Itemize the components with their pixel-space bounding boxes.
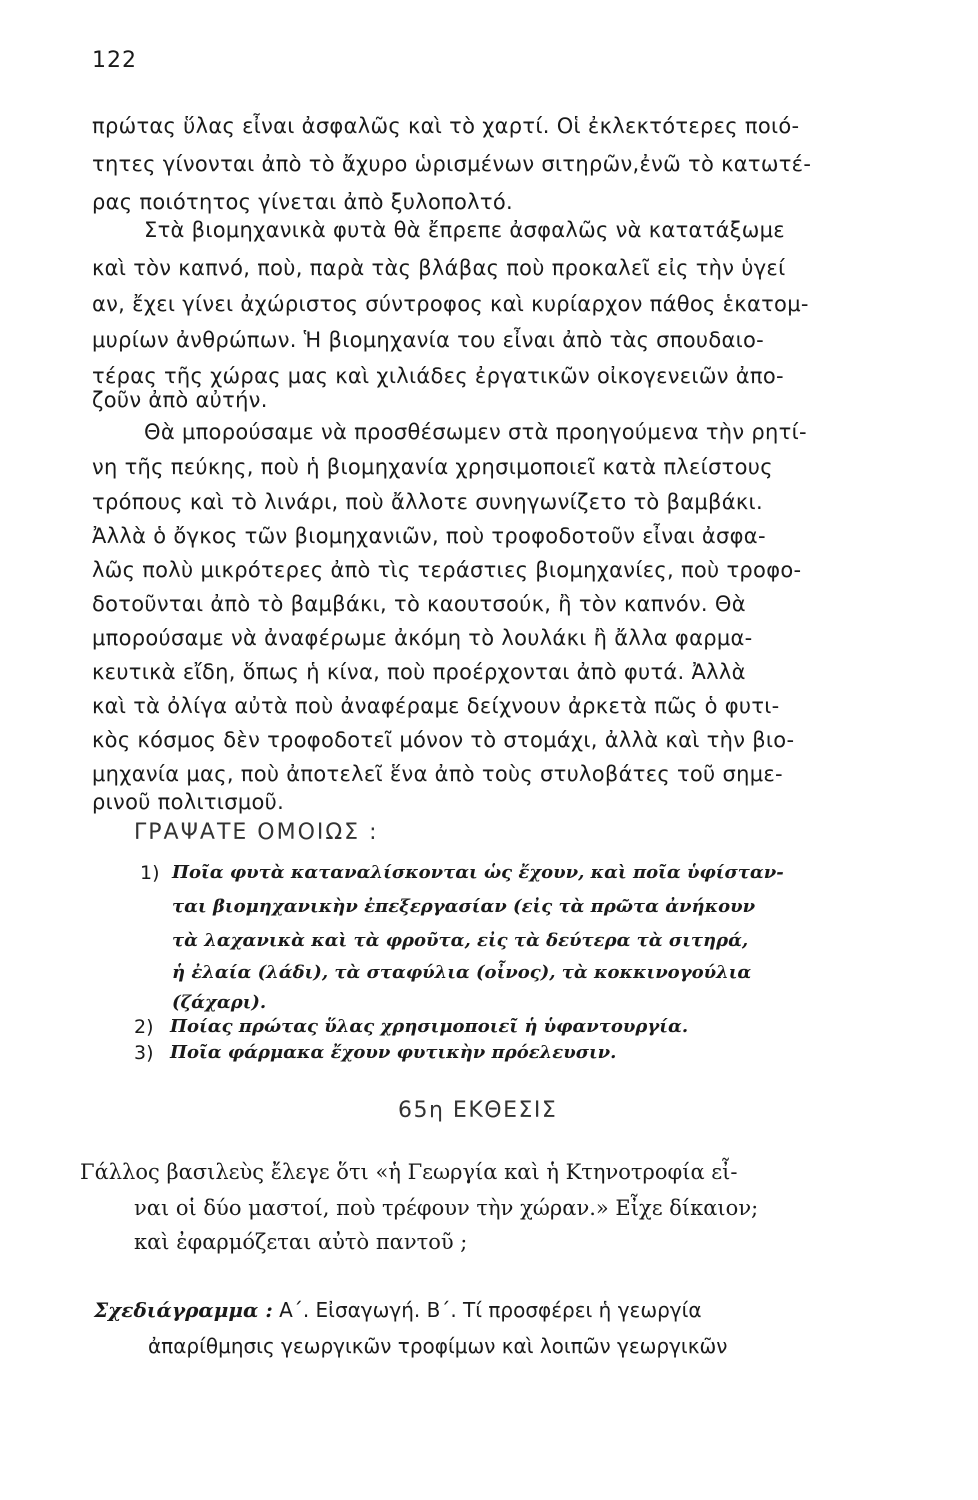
body-line: Θὰ μπορούσαμε νὰ προσθέσωμεν στὰ προηγούμενα τὴν ρητί- [144,420,807,444]
page-number: 122 [92,48,137,73]
body-line: ρας ποιότητος γίνεται ἀπὸ ξυλοπολτό. [92,190,513,214]
body-line: καὶ τὸν καπνό, ποὺ, παρὰ τὰς βλάβας ποὺ προκαλεῖ εἰς τὴν ὑγεί [92,256,786,280]
body-line: κευτικὰ εἴδη, ὅπως ἡ κίνα, ποὺ προέρχονται ἀπὸ φυτά. Ἀλλὰ [92,660,746,684]
question-line: τὰ λαχανικὰ καὶ τὰ φροῦτα, εἰς τὰ δεύτερα τὰ σιτηρά, [172,930,749,951]
body-line: Ἀλλὰ ὁ ὄγκος τῶν βιομηχανιῶν, ποὺ τροφοδοτοῦν εἶναι ἀσφα- [92,524,766,548]
outline-label: Σχεδιάγραμμα : [94,1298,273,1322]
question-line: (ζάχαρι). [172,992,267,1013]
question-line: ἡ ἐλαία (λάδι), τὰ σταφύλια (οἶνος), τὰ κοκκινογούλια [172,962,752,983]
body-line: τητες γίνονται ἀπὸ τὸ ἄχυρο ὡρισμένων σιτηρῶν,ἐνῶ τὸ κατωτέ- [92,152,812,176]
body-line: καὶ τὰ ὀλίγα αὐτὰ ποὺ ἀναφέραμε δείχνουν ἀρκετὰ πῶς ὁ φυτι- [92,694,780,718]
body-line: τρόπους καὶ τὸ λινάρι, ποὺ ἄλλοτε συνηγωνίζετο τὸ βαμβάκι. [92,490,763,514]
body-line: αν, ἔχει γίνει ἀχώριστος σύντροφος καὶ κυρίαρχον πάθος ἑκατομ- [92,292,809,316]
body-line: κὸς κόσμος δὲν τροφοδοτεῖ μόνον τὸ στομάχι, ἀλλὰ καὶ τὴν βιο- [92,728,795,752]
question-line: Ποῖα φάρμακα ἔχουν φυτικὴν πρόελευσιν. [170,1042,617,1063]
body-line: μυρίων ἀνθρώπων. Ἡ βιομηχανία του εἶναι ἀπὸ τὰς σπουδαιο- [92,328,765,352]
question-line: ται βιομηχανικὴν ἐπεξεργασίαν (εἰς τὰ πρῶτα ἀνήκουν [172,896,756,917]
question-number: 3) [134,1042,154,1064]
essay-heading: 65η ΕΚΘΕΣΙΣ [398,1098,558,1123]
topic-line: ναι οἱ δύο μαστοί, ποὺ τρέφουν τὴν χώραν.» Εἶχε δίκαιον; [134,1196,759,1220]
body-line: ζοῦν ἀπὸ αὐτήν. [92,388,268,412]
body-line: Στὰ βιομηχανικὰ φυτὰ θὰ ἔπρεπε ἀσφαλῶς νὰ κατατάξωμε [144,218,785,242]
body-line: λῶς πολὺ μικρότερες ἀπὸ τὶς τεράστιες βιομηχανίες, ποὺ τροφο- [92,558,802,582]
body-line: μηχανία μας, ποὺ ἀποτελεῖ ἕνα ἀπὸ τοὺς στυλοβάτες τοῦ σημε- [92,762,783,786]
body-line: ρινοῦ πολιτισμοῦ. [92,790,285,814]
question-number: 1) [140,862,160,884]
topic-line: Γάλλος βασιλεὺς ἔλεγε ὅτι «ἡ Γεωργία καὶ ἡ Κτηνοτροφία εἶ- [80,1160,738,1184]
topic-line: καὶ ἐφαρμόζεται αὐτὸ παντοῦ ; [134,1230,468,1254]
question-line: Ποῖα φυτὰ καταναλίσκονται ὡς ἔχουν, καὶ ποῖα ὑφίσταν- [172,862,784,883]
body-line: μπορούσαμε νὰ ἀναφέρωμε ἀκόμη τὸ λουλάκι ἢ ἄλλα φαρμα- [92,626,753,650]
body-line: τέρας τῆς χώρας μας καὶ χιλιάδες ἐργατικῶν οἰκογενειῶν ἀπο- [92,364,784,388]
outline-line [94,1298,702,1322]
body-line: πρώτας ὕλας εἶναι ἀσφαλῶς καὶ τὸ χαρτί. Οἱ ἐκλεκτότερες ποιό- [92,114,800,138]
outline-text: Α΄. Εἰσαγωγή. Β΄. Τί προσφέρει ἡ γεωργία [279,1298,702,1322]
body-line: δοτοῦνται ἀπὸ τὸ βαμβάκι, τὸ καουτσούκ, ἢ τὸν καπνόν. Θὰ [92,592,746,616]
questions-heading: ΓΡΑΨΑΤΕ ΟΜΟΙΩΣ : [134,820,379,845]
question-line: Ποίας πρώτας ὕλας χρησιμοποιεῖ ἡ ὑφαντουργία. [170,1016,689,1037]
body-line: νη τῆς πεύκης, ποὺ ἡ βιομηχανία χρησιμοποιεῖ κατὰ πλείστους [92,455,773,479]
question-number: 2) [134,1016,154,1038]
outline-line: ἀπαρίθμησις γεωργικῶν τροφίμων καὶ λοιπῶν γεωργικῶν [148,1334,728,1358]
